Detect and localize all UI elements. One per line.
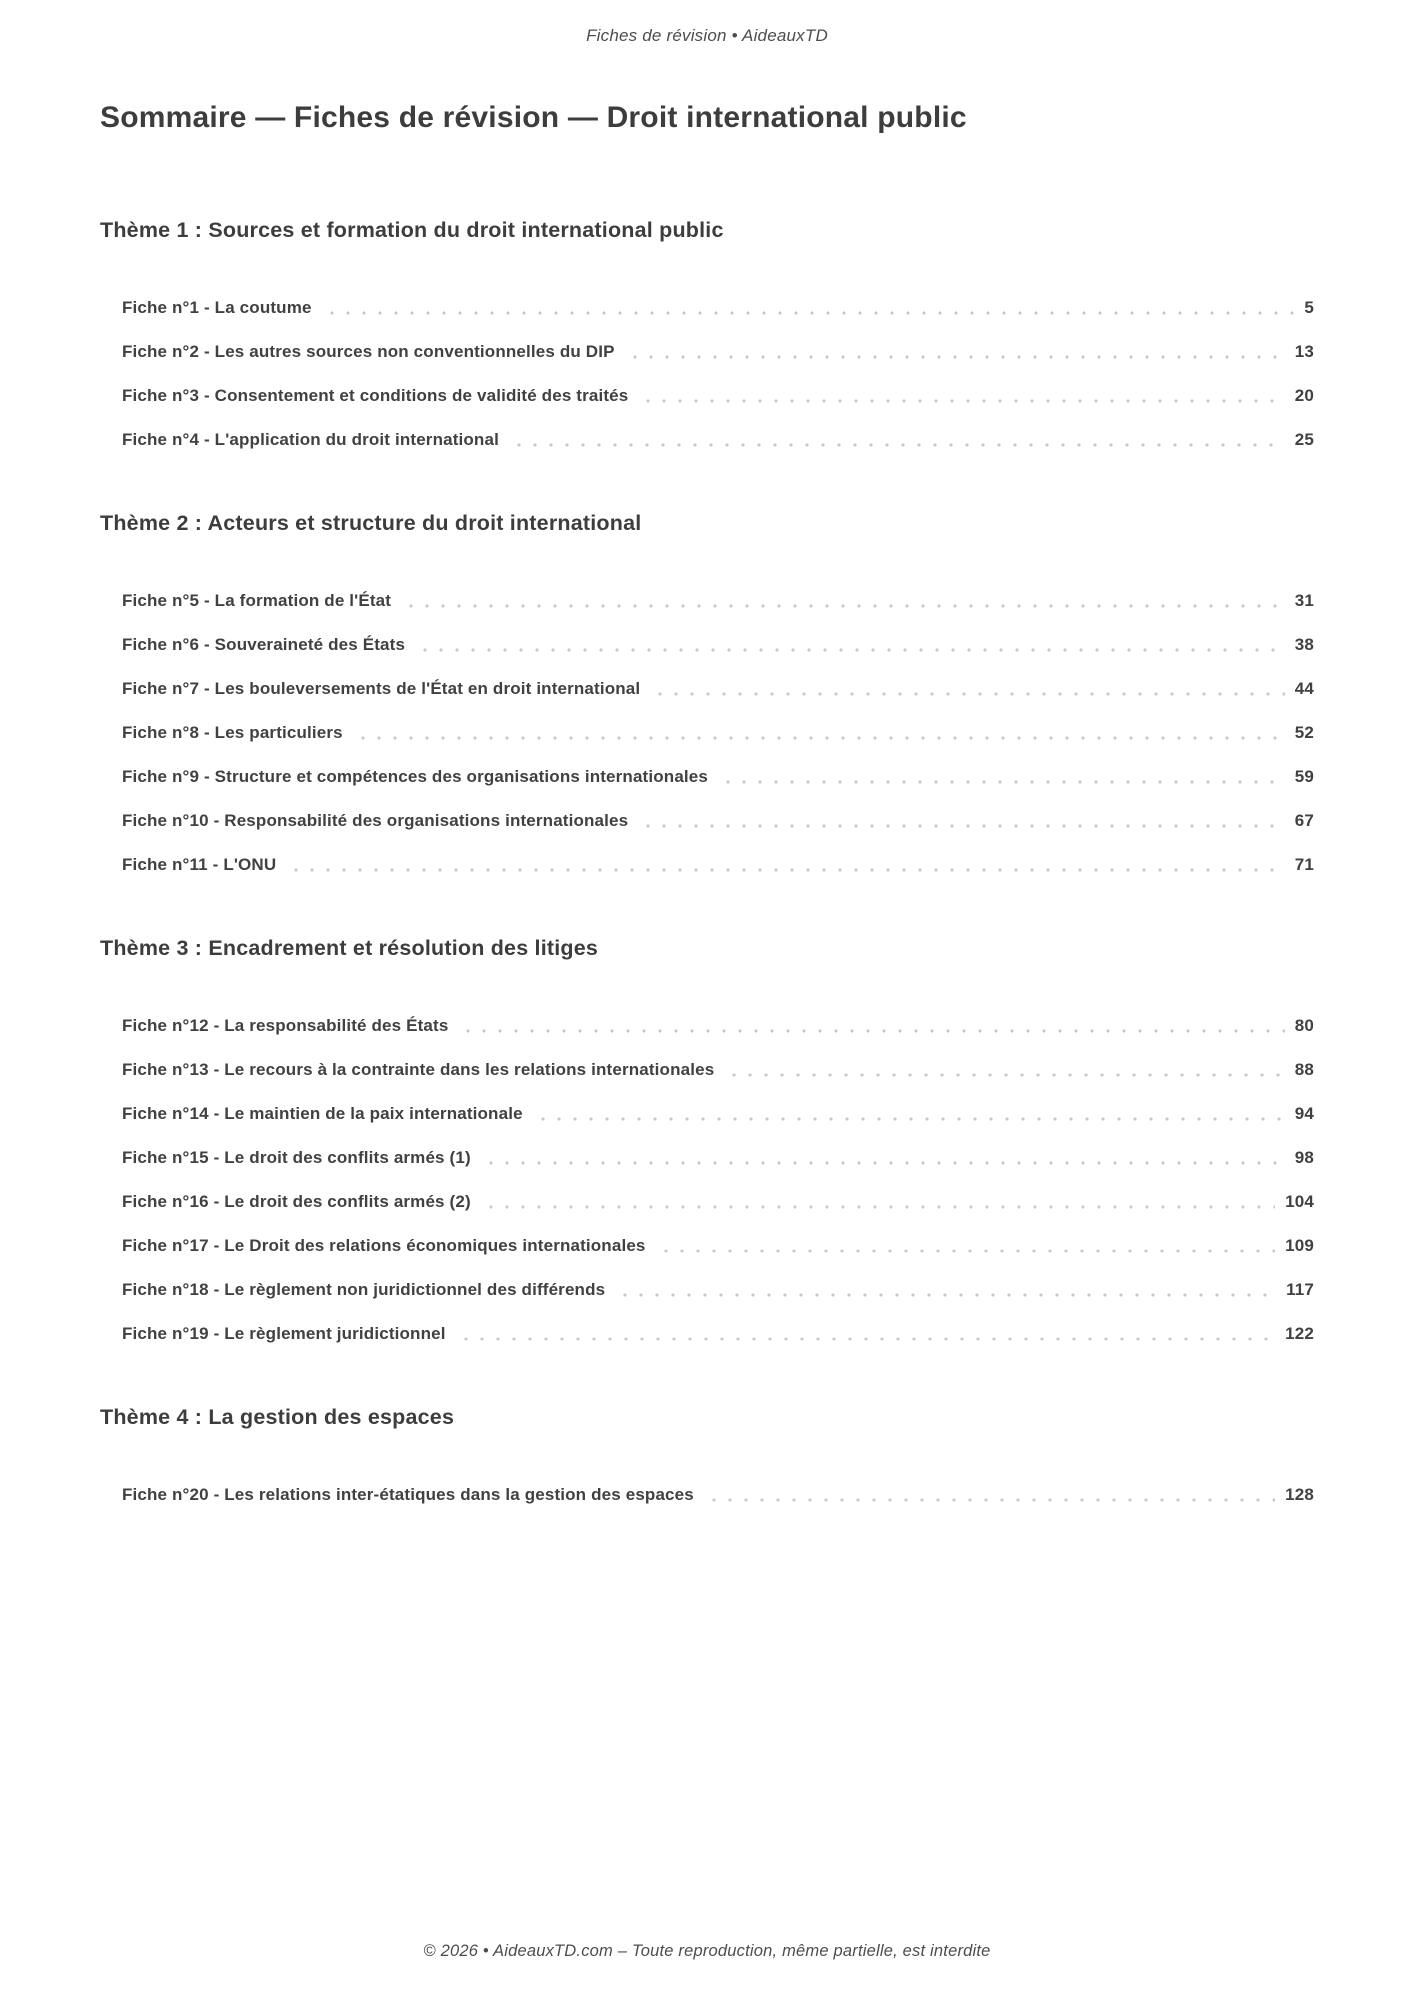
theme-section (100, 1403, 1314, 1517)
toc-entry-label: Fiche n°4 - L'application du droit international (122, 430, 499, 449)
toc-entry-label: Fiche n°9 - Structure et compétences des organisations internationales (122, 767, 709, 786)
toc-entry-label: Fiche n°20 - Les relations inter-étatiques dans la gestion des espaces (122, 1485, 694, 1504)
toc-entry-page: 44 (1294, 679, 1314, 698)
toc-entry-label: Fiche n°10 - Responsabilité des organisations internationales (122, 811, 629, 830)
dot-leader (652, 692, 1285, 696)
toc-entry-label: Fiche n°2 - Les autres sources non conventionnelles du DIP (122, 342, 615, 361)
dot-leader (617, 1293, 1276, 1297)
toc-entry-page: 5 (1304, 298, 1314, 317)
running-footer: © 2026 • AideauxTD.com – Toute reproduction, même partielle, est interdite (423, 1942, 991, 1960)
toc-entry-label: Fiche n°3 - Consentement et conditions de validité des traités (122, 386, 629, 405)
toc-entry (122, 1180, 1314, 1224)
theme-heading: Thème 4 : La gestion des espaces (100, 1405, 455, 1429)
theme-entries (100, 286, 1314, 462)
toc-entry (122, 1092, 1314, 1136)
toc-entry (122, 1136, 1314, 1180)
toc-entry (122, 1048, 1314, 1092)
toc-entry-page: 67 (1294, 811, 1314, 830)
dot-leader (324, 311, 1295, 315)
theme-section (100, 216, 1314, 462)
toc-entry-page: 31 (1294, 591, 1314, 610)
toc-entry-label: Fiche n°18 - Le règlement non juridictionnel des différends (122, 1280, 606, 1299)
toc-entry (122, 755, 1314, 799)
dot-leader (355, 736, 1285, 740)
toc-entry-label: Fiche n°11 - L'ONU (122, 855, 277, 874)
toc-entry-label: Fiche n°7 - Les bouleversements de l'État en droit international (122, 679, 641, 698)
toc-entry-page: 13 (1294, 342, 1314, 361)
dot-leader (627, 355, 1285, 359)
toc-entry (122, 1004, 1314, 1048)
toc-entry-label: Fiche n°19 - Le règlement juridictionnel (122, 1324, 446, 1343)
dot-leader (658, 1249, 1276, 1253)
toc-entry (122, 1224, 1314, 1268)
toc-entry-label: Fiche n°6 - Souveraineté des États (122, 635, 406, 654)
toc-entry-page: 98 (1294, 1148, 1314, 1167)
toc-entry (122, 374, 1314, 418)
theme-section (100, 934, 1314, 1356)
toc-entry (122, 623, 1314, 667)
dot-leader (417, 648, 1285, 652)
dot-leader (460, 1029, 1284, 1033)
dot-leader (720, 780, 1285, 784)
toc-entry-page: 122 (1285, 1324, 1314, 1343)
dot-leader (288, 868, 1284, 872)
toc-entry (122, 330, 1314, 374)
toc-entry-page: 80 (1294, 1016, 1314, 1035)
table-of-contents (100, 216, 1314, 1517)
toc-entry (122, 799, 1314, 843)
dot-leader (706, 1498, 1275, 1502)
running-header: Fiches de révision • AideauxTD (586, 26, 828, 45)
toc-entry (122, 418, 1314, 462)
dot-leader (640, 399, 1284, 403)
toc-entry-page: 128 (1285, 1485, 1314, 1504)
dot-leader (458, 1337, 1276, 1341)
dot-leader (640, 824, 1285, 828)
toc-entry-page: 71 (1294, 855, 1314, 874)
toc-entry-label: Fiche n°8 - Les particuliers (122, 723, 343, 742)
theme-entries (100, 1473, 1314, 1517)
toc-entry (122, 1312, 1314, 1356)
toc-entry-page: 88 (1294, 1060, 1314, 1079)
toc-entry-page: 52 (1294, 723, 1314, 742)
toc-entry (122, 711, 1314, 755)
theme-heading: Thème 1 : Sources et formation du droit international public (100, 218, 724, 242)
toc-entry (122, 579, 1314, 623)
toc-entry-page: 109 (1285, 1236, 1314, 1255)
theme-entries (100, 1004, 1314, 1356)
page-title: Sommaire — Fiches de révision — Droit international public (100, 101, 967, 134)
toc-entry-label: Fiche n°15 - Le droit des conflits armés (1) (122, 1148, 471, 1167)
toc-entry-page: 104 (1285, 1192, 1314, 1211)
toc-entry-label: Fiche n°5 - La formation de l'État (122, 591, 392, 610)
dot-leader (483, 1205, 1275, 1209)
toc-entry-page: 94 (1294, 1104, 1314, 1123)
toc-entry-page: 20 (1294, 386, 1314, 405)
toc-entry (122, 667, 1314, 711)
toc-entry-label: Fiche n°1 - La coutume (122, 298, 312, 317)
toc-entry (122, 286, 1314, 330)
theme-entries (100, 579, 1314, 887)
dot-leader (483, 1161, 1285, 1165)
toc-entry-label: Fiche n°16 - Le droit des conflits armés (2) (122, 1192, 471, 1211)
theme-heading: Thème 3 : Encadrement et résolution des litiges (100, 936, 599, 960)
dot-leader (403, 604, 1285, 608)
toc-entry-label: Fiche n°12 - La responsabilité des États (122, 1016, 449, 1035)
dot-leader (726, 1073, 1284, 1077)
toc-entry-page: 117 (1286, 1280, 1314, 1299)
toc-entry-page: 59 (1294, 767, 1314, 786)
dot-leader (535, 1117, 1285, 1121)
toc-entry (122, 1473, 1314, 1517)
theme-heading: Thème 2 : Acteurs et structure du droit international (100, 511, 642, 535)
toc-entry-label: Fiche n°14 - Le maintien de la paix internationale (122, 1104, 523, 1123)
toc-entry-page: 38 (1294, 635, 1314, 654)
toc-entry-label: Fiche n°17 - Le Droit des relations économiques internationales (122, 1236, 646, 1255)
toc-entry-page: 25 (1294, 430, 1314, 449)
theme-section (100, 509, 1314, 887)
toc-entry (122, 1268, 1314, 1312)
toc-entry-label: Fiche n°13 - Le recours à la contrainte dans les relations internationales (122, 1060, 715, 1079)
toc-entry (122, 843, 1314, 887)
dot-leader (511, 443, 1285, 447)
